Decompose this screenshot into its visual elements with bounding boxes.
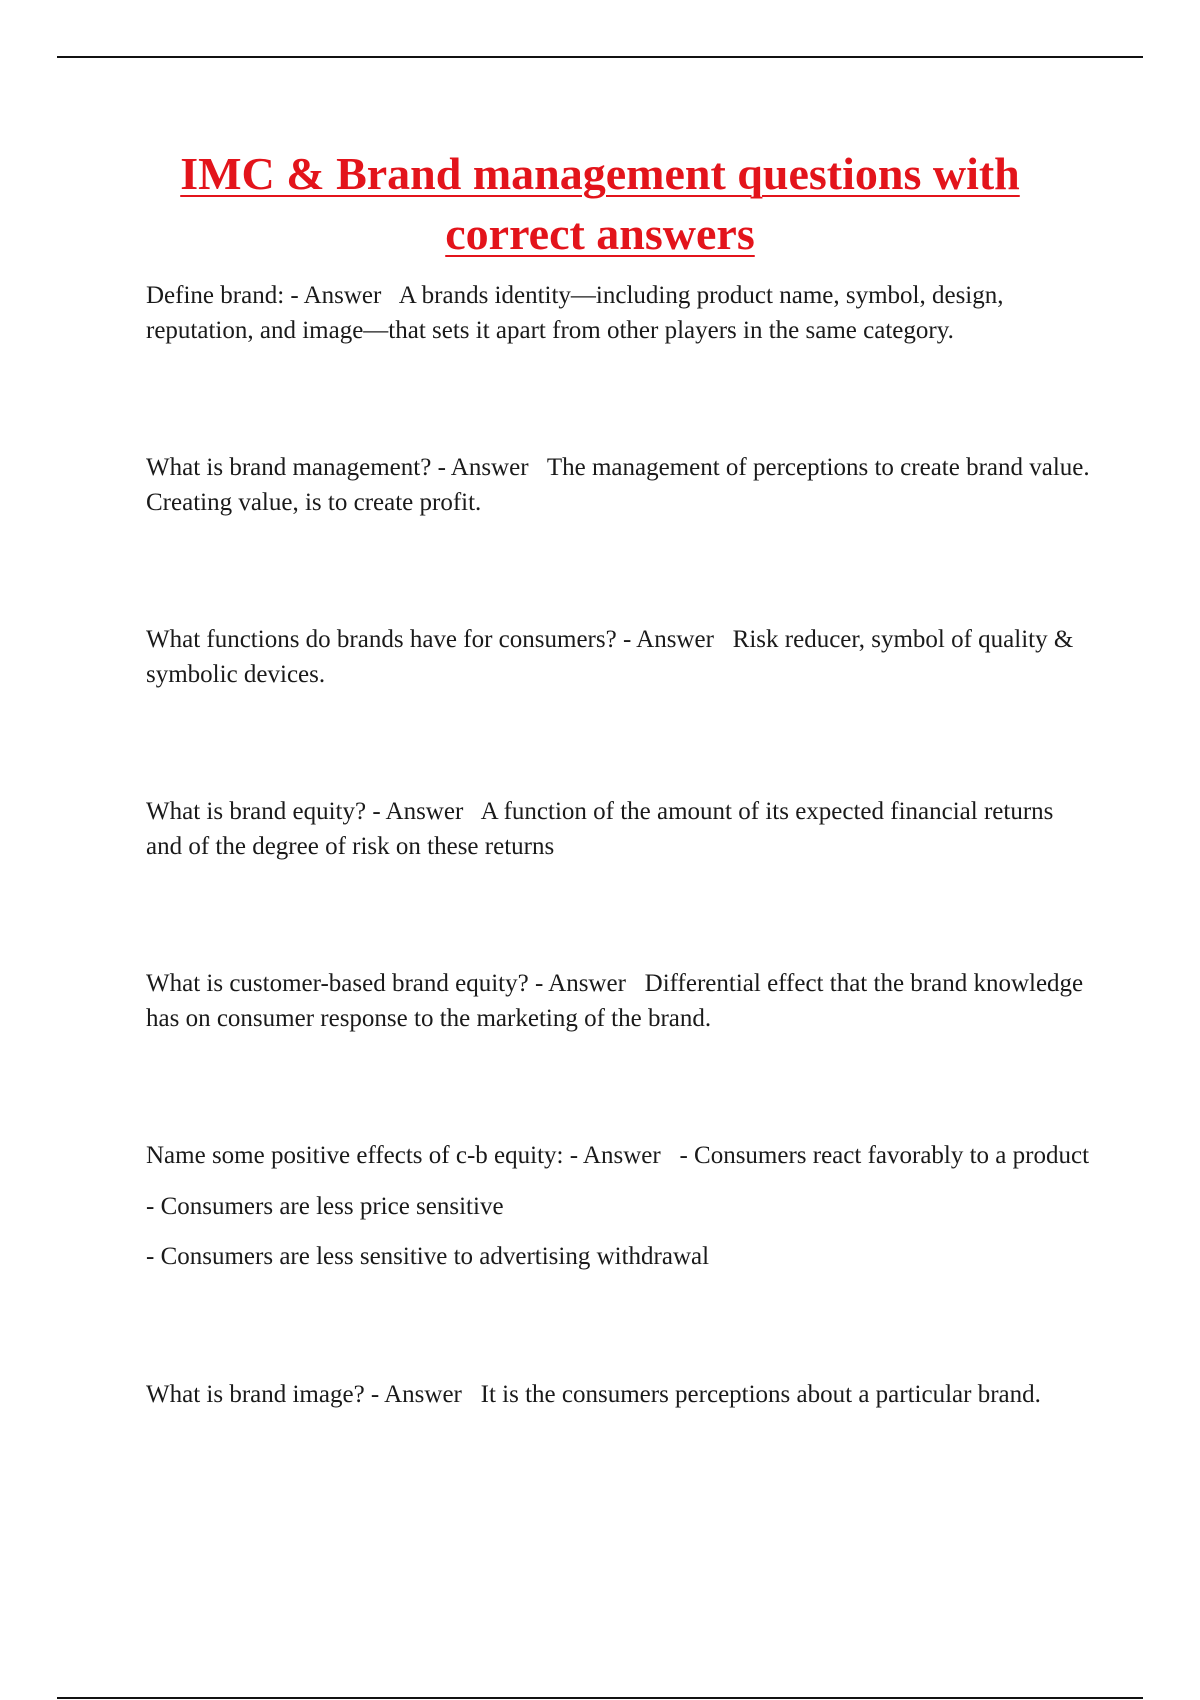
answer-marker: - Answer — [528, 970, 645, 997]
answer: - Consumers react favorably to a product — [679, 1142, 1090, 1169]
question: What is brand equity? — [146, 798, 367, 825]
qa-text — [146, 279, 1091, 348]
answer: Differential effect that the brand knowledge has on consumer response to the marketing of the brand. — [146, 970, 1084, 1032]
qa-item — [146, 279, 1091, 348]
qa-text — [146, 623, 1091, 692]
answer: A brands identity—including product name, symbol, design, reputation, and image—that sets it apart from other players in the same category. — [146, 282, 1004, 344]
question: What functions do brands have for consumers? — [146, 626, 617, 653]
top-rule — [57, 56, 1143, 58]
answer-marker: - Answer — [431, 454, 547, 481]
qa-text — [146, 1378, 1091, 1413]
qa-item — [146, 623, 1091, 692]
question: What is brand image? — [146, 1380, 365, 1408]
qa-item — [146, 1378, 1091, 1413]
answer-marker: - Answer — [364, 1380, 481, 1408]
qa-list — [146, 279, 1091, 1515]
answer-marker: - Answer — [616, 626, 733, 653]
qa-text — [146, 967, 1091, 1036]
question: What is customer-based brand equity? — [146, 970, 529, 997]
answer: Risk reducer, symbol of quality & symbolic devices. — [146, 626, 1074, 688]
question: Name some positive effects of c-b equity: — [146, 1142, 564, 1169]
question: Define brand: — [146, 282, 285, 309]
qa-text — [146, 1139, 1091, 1174]
qa-item — [146, 1139, 1091, 1275]
qa-text — [146, 795, 1091, 864]
answer: The management of perceptions to create brand value. Creating value, is to create profit. — [146, 454, 1090, 516]
answer-marker: - Answer — [284, 282, 399, 309]
qa-item — [146, 451, 1091, 520]
bottom-rule — [57, 1697, 1143, 1699]
question: What is brand management? — [146, 454, 432, 481]
document-title: IMC & Brand management questions with correct answers — [180, 148, 1020, 259]
qa-item — [146, 795, 1091, 864]
qa-item — [146, 967, 1091, 1036]
answer: A function of the amount of its expected financial returns and of the degree of risk on these returns — [146, 798, 1054, 860]
answer-marker: - Answer — [563, 1142, 680, 1169]
answer-line: - Consumers are less sensitive to advertising withdrawal — [146, 1243, 710, 1270]
answer: It is the consumers perceptions about a particular brand. — [480, 1380, 1041, 1408]
answer-marker: - Answer — [366, 798, 481, 825]
qa-text — [146, 451, 1091, 520]
answer-line: - Consumers are less price sensitive — [146, 1192, 504, 1220]
